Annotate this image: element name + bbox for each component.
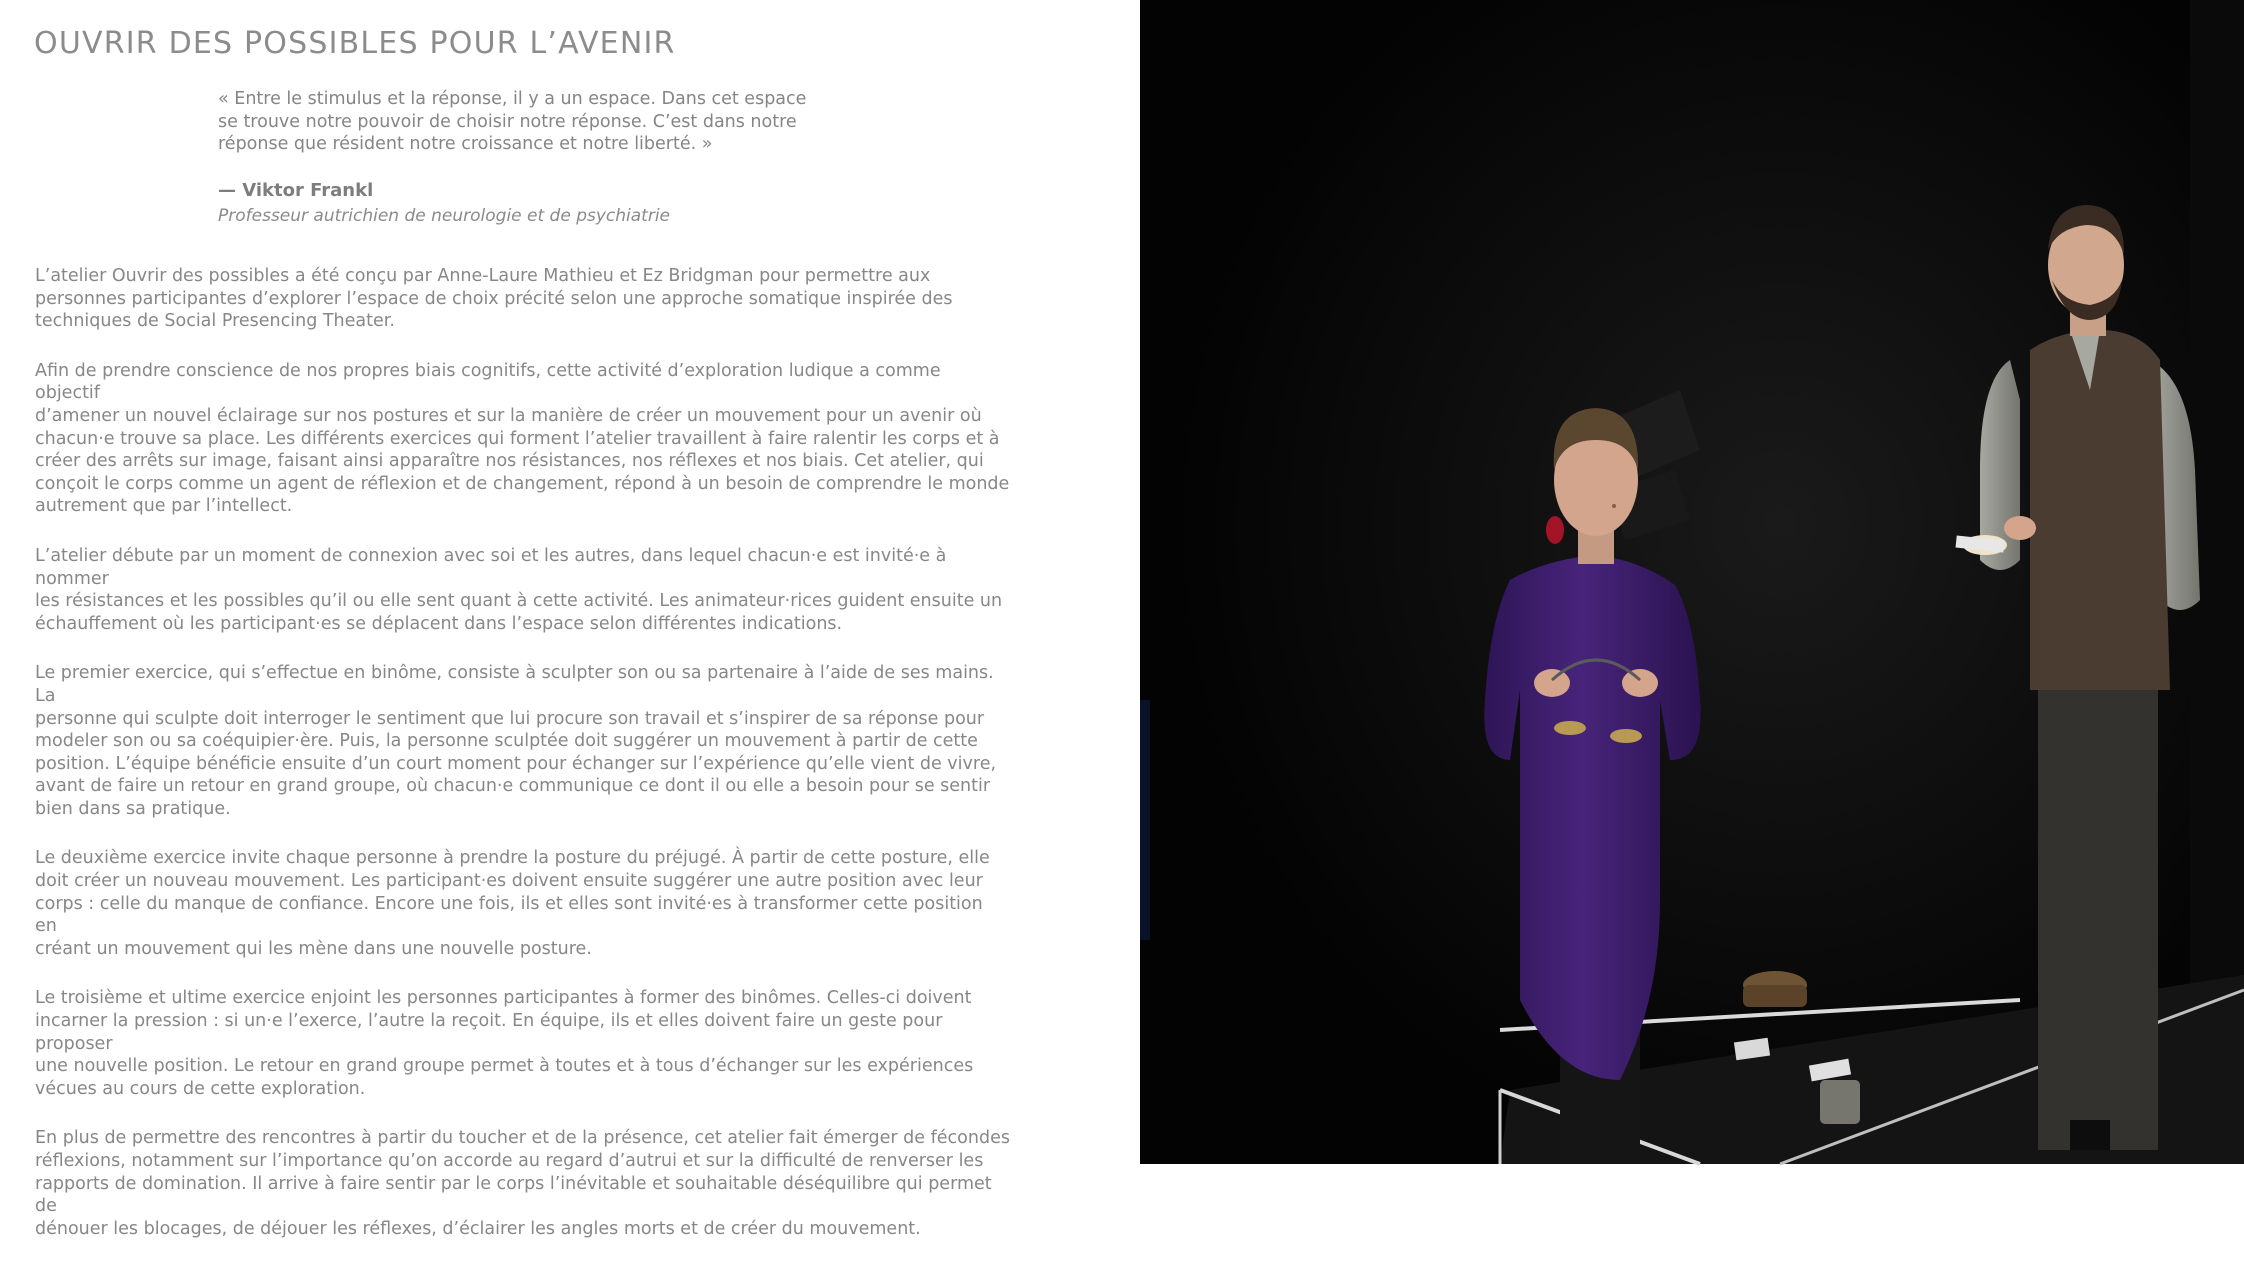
quote-line: « Entre le stimulus et la réponse, il y a un espace. Dans cet espace (218, 89, 807, 109)
paragraph-line: créant un mouvement qui les mène dans une nouvelle posture. (35, 938, 592, 959)
page-title: OUVRIR DES POSSIBLES POUR L’AVENIR (34, 26, 676, 61)
paragraph-line: L’atelier débute par un moment de connexion avec soi et les autres, dans lequel chacun·e est invité·e à nommer (35, 545, 947, 589)
text-column (0, 0, 1140, 1239)
paragraph-line: modeler son ou sa coéquipier·ère. Puis, la personne sculptée doit suggérer un mouvement à partir de cette (35, 731, 978, 752)
paragraph (35, 545, 1010, 635)
paragraph-line: échauffement où les participant·es se déplacent dans l’espace selon différentes indications. (35, 613, 843, 634)
paragraph-line: avant de faire un retour en grand groupe, où chacun·e communique ce dont il ou elle a besoin pour se sentir (35, 776, 991, 797)
quote-text (218, 88, 818, 156)
paragraph-line: Le deuxième exercice invite chaque personne à prendre la posture du préjugé. À partir de cette posture, elle (35, 848, 990, 869)
paragraph-line: bien dans sa pratique. (35, 798, 231, 819)
paragraph (35, 662, 1010, 820)
paragraph-line: chacun·e trouve sa place. Les différents exercices qui forment l’atelier travaillent à faire ralentir les corps et à (35, 428, 1000, 449)
paragraph-line: position. L’équipe bénéficie ensuite d’un court moment pour échanger sur l’expérience qu’elle vient de vivre, (35, 753, 997, 774)
glass-jar (1820, 1080, 1860, 1124)
paragraph-line: Le troisième et ultime exercice enjoint les personnes participantes à former des binômes. Celles-ci doivent (35, 988, 972, 1009)
paragraph (35, 360, 1010, 518)
paragraph-line: rapports de domination. Il arrive à faire sentir par le corps l’inévitable et souhaitable déséquilibre qui permet de (35, 1173, 992, 1217)
paragraph-line: doit créer un nouveau mouvement. Les participant·es doivent ensuite suggérer une autre position avec leur (35, 871, 983, 892)
paragraph-line: En plus de permettre des rencontres à partir du toucher et de la présence, cet atelier fait émerger de fécondes (35, 1128, 1010, 1149)
paragraph-line: réflexions, notamment sur l’importance qu’on accorde au regard d’autrui et sur la difficulté de renverser les (35, 1151, 984, 1171)
paragraph-line: autrement que par l’intellect. (35, 496, 293, 517)
quote-line: réponse que résident notre croissance et notre liberté. » (218, 134, 713, 154)
stage-photo (1140, 0, 2244, 1164)
side-light (1140, 700, 1150, 940)
quote-line: se trouve notre pouvoir de choisir notre réponse. C’est dans notre (218, 111, 797, 132)
paragraph-line: d’amener un nouvel éclairage sur nos postures et sur la manière de créer un mouvement pour un avenir où (35, 405, 982, 426)
quote-author: — Viktor Frankl (218, 179, 374, 201)
paragraph-line: Le premier exercice, qui s’effectue en binôme, consiste à sculpter son ou sa partenaire à l’aide de ses mains. La (35, 663, 994, 706)
paragraph-line: les résistances et les possibles qu’il ou elle sent quant à cette activité. Les animateur·rices guident ensuite un (35, 591, 1003, 612)
paragraph-line: vécues au cours de cette exploration. (35, 1078, 366, 1099)
paragraph (35, 1127, 1010, 1240)
basket (1743, 985, 1807, 1007)
paragraph-line: Afin de prendre conscience de nos propres biais cognitifs, cette activité d’exploration ludique a comme objectif (35, 360, 941, 404)
paragraph-line: corps : celle du manque de confiance. Encore une fois, ils et elles sont invité·es à transformer cette position en (35, 893, 983, 937)
article-body (35, 265, 1010, 1267)
paragraph-line: L’atelier Ouvrir des possibles a été conçu par Anne-Laure Mathieu et Ez Bridgman pour permettre aux (35, 266, 931, 286)
paragraph-line: créer des arrêts sur image, faisant ainsi apparaître nos résistances, nos réflexes et nos biais. Cet atelier, qui (35, 451, 984, 472)
quote-block (218, 88, 818, 226)
paragraph (35, 265, 1010, 333)
paragraph (35, 847, 1010, 960)
paragraph-line: personnes participantes d’explorer l’espace de choix précité selon une approche somatique inspirée des (35, 288, 953, 309)
paragraph (35, 987, 1010, 1100)
paragraph-line: dénouer les blocages, de déjouer les réflexes, d’éclairer les angles morts et de créer du mouvement. (35, 1218, 921, 1239)
paragraph-line: une nouvelle position. Le retour en grand groupe permet à toutes et à tous d’échanger sur les expériences (35, 1056, 974, 1077)
paragraph-line: conçoit le corps comme un agent de réflexion et de changement, répond à un besoin de comprendre le monde (35, 473, 1010, 494)
paragraph-line: techniques de Social Presencing Theater. (35, 311, 395, 332)
quote-author-role: Professeur autrichien de neurologie et de psychiatrie (218, 205, 671, 226)
paragraph-line: personne qui sculpte doit interroger le sentiment que lui procure son travail et s’inspirer de sa réponse pour (35, 708, 985, 729)
paragraph-line: incarner la pression : si un·e l’exerce, l’autre la reçoit. En équipe, ils et elles doivent faire un geste pour proposer (35, 1011, 943, 1054)
stage-photo-illustration (1140, 0, 2244, 1164)
